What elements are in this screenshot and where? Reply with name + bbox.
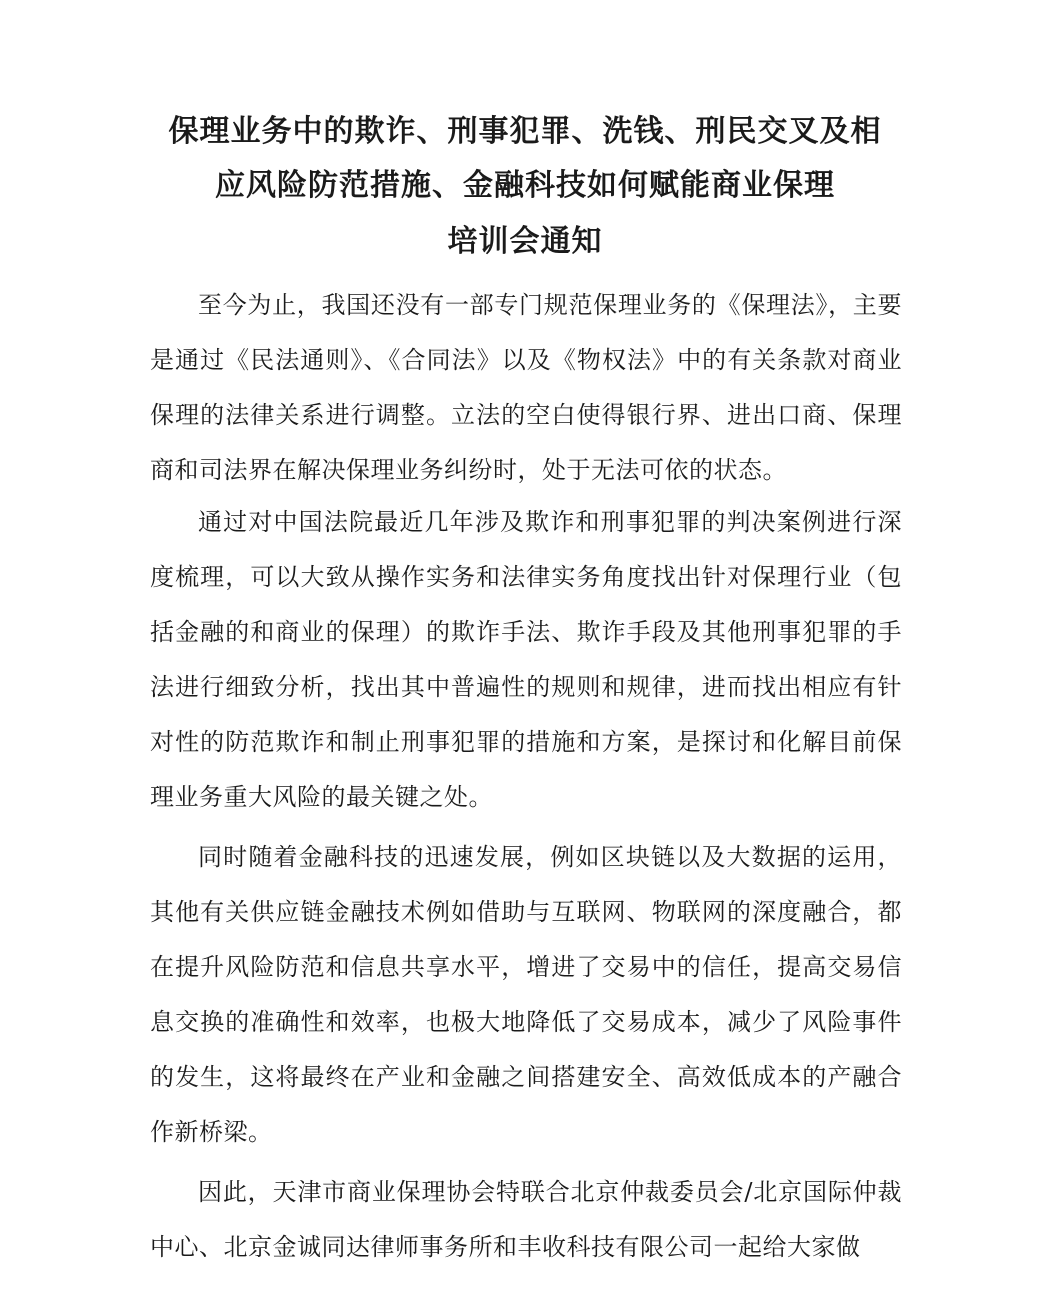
document-title-line-2: 应风险防范措施、金融科技如何赋能商业保理: [215, 168, 835, 203]
body-paragraph-2: 通过对中国法院最近几年涉及欺诈和刑事犯罪的判决案例进行深度梳理，可以大致从操作实务和法律实务角度找出针对保理行业（包括金融的和商业的保理）的欺诈手法、欺诈手段及其他刑事犯罪的手法进行细致分析，找出其中普遍性的规则和规律，进而找出相应有针对性的防范欺诈和制止刑事犯罪的措施和方案，是探讨和化解目前保理业务重大风险的最关键之处。: [150, 508, 902, 811]
document-title-line-3: 培训会通知: [447, 224, 603, 259]
body-paragraph-3: 同时随着金融科技的迅速发展，例如区块链以及大数据的运用，其他有关供应链金融技术例如借助与互联网、物联网的深度融合，都在提升风险防范和信息共享水平，增进了交易中的信任，提高交易信息交换的准确性和效率，也极大地降低了交易成本，减少了风险事件的发生，这将最终在产业和金融之间搭建安全、高效低成本的产融合作新桥梁。: [150, 843, 902, 1146]
body-paragraph-4: 因此，天津市商业保理协会特联合北京仲裁委员会/北京国际仲裁中心、北京金诚同达律师事务所和丰收科技有限公司一起给大家做: [150, 1178, 902, 1261]
body-paragraph-1: 至今为止，我国还没有一部专门规范保理业务的《保理法》，主要是通过《民法通则》、《合同法》以及《物权法》中的有关条款对商业保理的法律关系进行调整。立法的空白使得银行界、进出口商、保理商和司法界在解决保理业务纠纷时，处于无法可依的状态。: [150, 291, 902, 484]
document-title-line-1: 保理业务中的欺诈、刑事犯罪、洗钱、刑民交叉及相: [168, 114, 882, 149]
